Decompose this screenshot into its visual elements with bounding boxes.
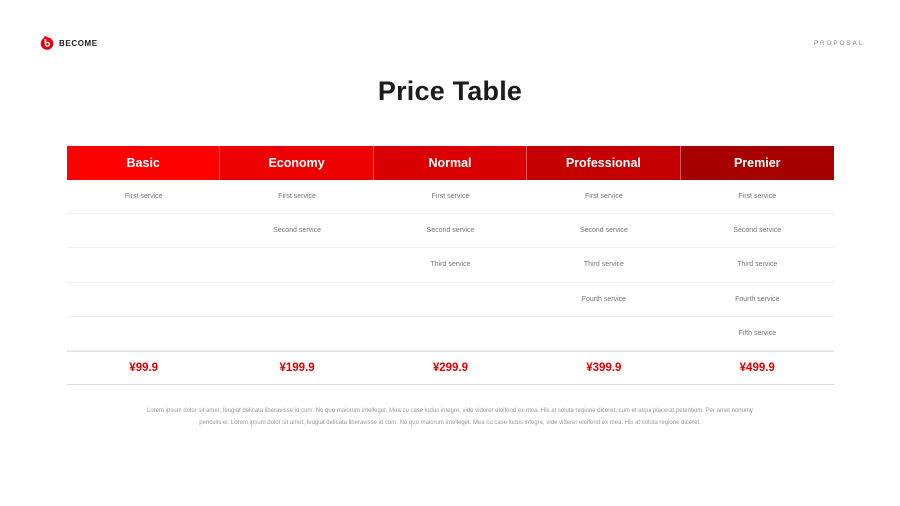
service-cell: Fifth service bbox=[681, 317, 834, 351]
brand bbox=[40, 36, 98, 50]
price-table bbox=[67, 146, 834, 385]
plan-column-premier bbox=[681, 146, 834, 385]
service-cell bbox=[67, 317, 220, 351]
service-cell: Second service bbox=[527, 214, 680, 248]
plan-column-professional bbox=[527, 146, 680, 385]
service-cell bbox=[67, 248, 220, 282]
service-cell: Third service bbox=[527, 248, 680, 282]
service-cell: Third service bbox=[374, 248, 527, 282]
plan-header-premier: Premier bbox=[681, 146, 834, 180]
service-cell: Fourth service bbox=[527, 283, 680, 317]
plan-price-premier: ¥499.9 bbox=[681, 351, 834, 385]
service-cell: Second service bbox=[220, 214, 373, 248]
plan-header-economy: Economy bbox=[220, 146, 373, 180]
plan-price-normal: ¥299.9 bbox=[374, 351, 527, 385]
plan-header-normal: Normal bbox=[374, 146, 527, 180]
service-cell: Third service bbox=[681, 248, 834, 282]
section-label: PROPOSAL bbox=[813, 40, 864, 47]
brand-name: BECOME bbox=[59, 38, 98, 48]
plan-price-professional: ¥399.9 bbox=[527, 351, 680, 385]
service-cell: Second service bbox=[374, 214, 527, 248]
plan-header-basic: Basic bbox=[67, 146, 220, 180]
plan-column-normal bbox=[374, 146, 527, 385]
plan-column-economy bbox=[220, 146, 373, 385]
service-cell: First service bbox=[67, 180, 220, 214]
service-cell bbox=[374, 317, 527, 351]
brand-logo-icon bbox=[40, 36, 54, 50]
plan-price-economy: ¥199.9 bbox=[220, 351, 373, 385]
service-cell: Fourth service bbox=[681, 283, 834, 317]
service-cell bbox=[67, 214, 220, 248]
description-text: Lorem ipsum dolor sit amet, feugiat delicata liberavisse id cum. No quo maiorum intelleget. Mea cu case ludus integre, vide viderer eleifend ex mea. His at soluta regione diceret, cum et atqui placerat petentium. Per amet nonumy periculis ei. Lorem ipsum dolor sit amet, feugiat delicata liberavisse id cum. No quo maiorum intelleget. Mea cu case ludus integre, vide viderer eleifend ex mea. His at soluta regione diceret. bbox=[147, 408, 753, 426]
service-cell: First service bbox=[220, 180, 373, 214]
service-cell bbox=[220, 283, 373, 317]
service-cell: First service bbox=[527, 180, 680, 214]
page-title: Price Table bbox=[377, 76, 523, 106]
service-cell bbox=[220, 248, 373, 282]
plan-price-basic: ¥99.9 bbox=[67, 351, 220, 385]
service-cell bbox=[220, 317, 373, 351]
plan-header-professional: Professional bbox=[527, 146, 680, 180]
service-cell: First service bbox=[374, 180, 527, 214]
service-cell: Second service bbox=[681, 214, 834, 248]
service-cell: First service bbox=[681, 180, 834, 214]
service-cell bbox=[374, 283, 527, 317]
service-cell bbox=[527, 317, 680, 351]
service-cell bbox=[67, 283, 220, 317]
plan-column-basic bbox=[67, 146, 220, 385]
